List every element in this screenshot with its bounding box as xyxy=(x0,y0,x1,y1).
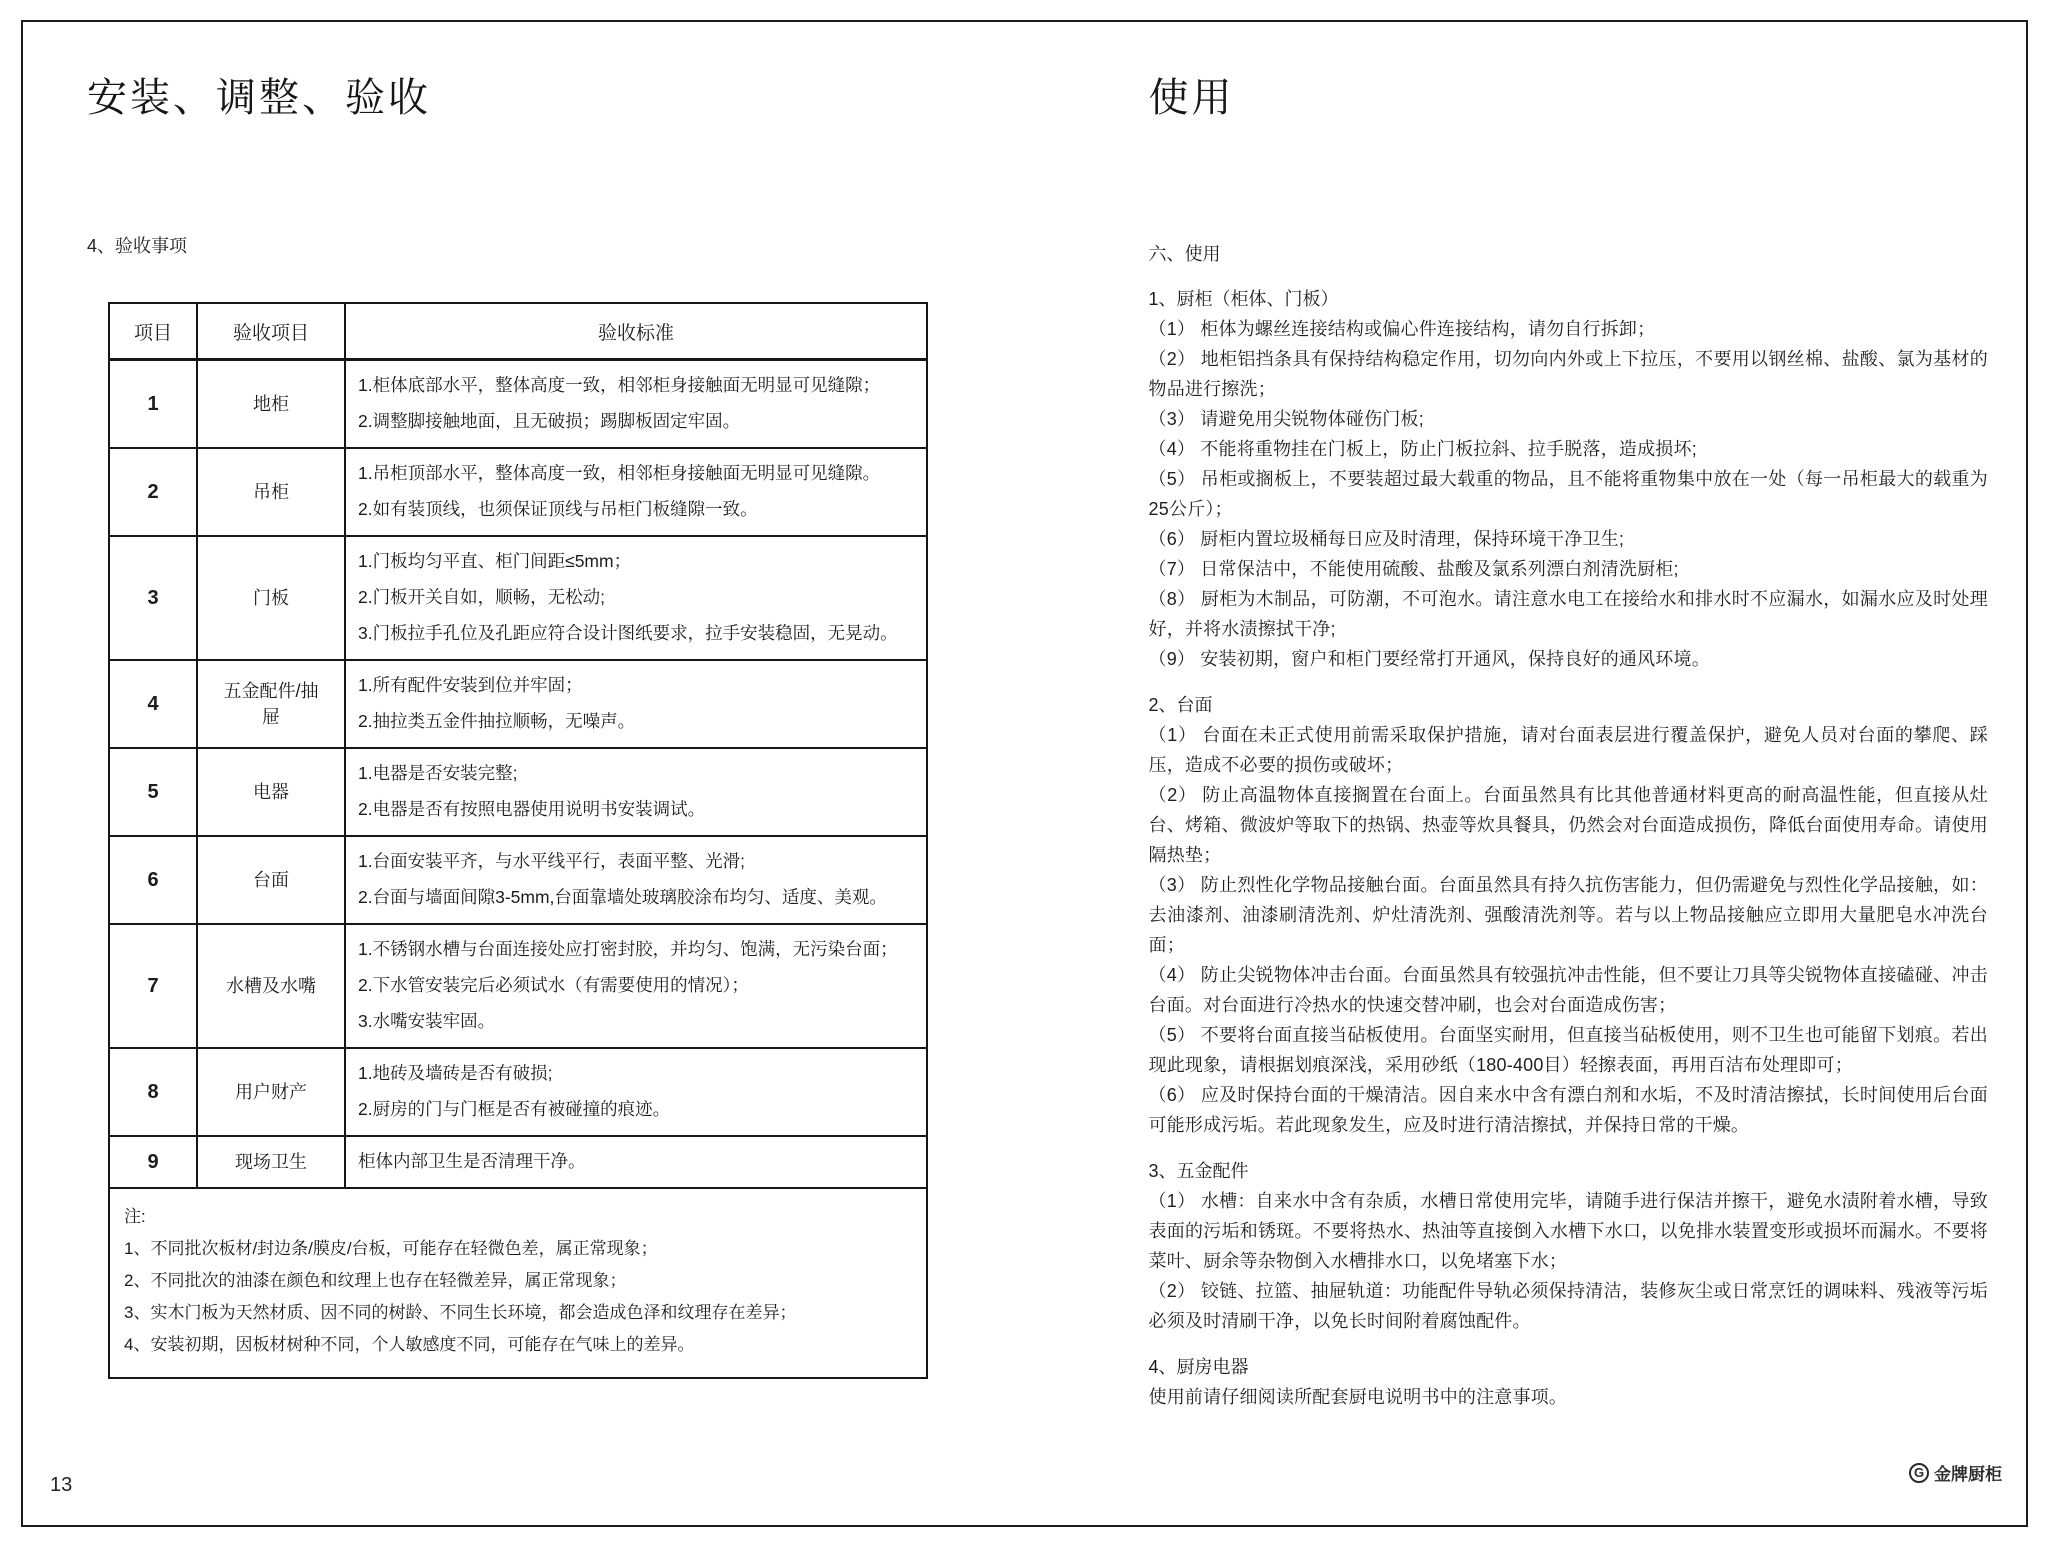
col-header-standard: 验收标准 xyxy=(345,303,927,360)
acceptance-table xyxy=(108,302,928,1379)
block-heading: 2、台面 xyxy=(1148,695,1213,715)
table-row xyxy=(109,448,927,536)
usage-paragraph: （2） 防止高温物体直接搁置在台面上。台面虽然具有比其他普通材料更高的耐高温性能，但直接从灶台、烤箱、微波炉等取下的热锅、热壶等炊具餐具，仍然会对台面造成损伤，降低台面使用寿命。请使用隔热垫； xyxy=(1148,785,1988,865)
standard-line: 柜体内部卫生是否清理干净。 xyxy=(358,1151,586,1171)
row-no: 9 xyxy=(109,1136,197,1188)
col-header-no: 项目 xyxy=(109,303,197,360)
usage-paragraph: （3） 请避免用尖锐物体碰伤门板; xyxy=(1148,409,1424,429)
table-row xyxy=(109,836,927,924)
standard-line: 2.台面与墙面间隙3-5mm,台面靠墙处玻璃胶涂布均匀、适度、美观。 xyxy=(358,887,887,907)
brand-logo-text: 金牌厨柜 xyxy=(1934,1465,2002,1484)
row-no: 4 xyxy=(109,660,197,748)
page-number: 13 xyxy=(50,1474,73,1496)
usage-paragraph: （1） 水槽：自来水中含有杂质，水槽日常使用完毕，请随手进行保洁并擦干，避免水渍附着水槽，导致表面的污垢和锈斑。不要将热水、热油等直接倒入水槽下水口，以免排水装置变形或损坏而漏水。不要将菜叶、厨余等杂物倒入水槽排水口，以免堵塞下水； xyxy=(1148,1191,1988,1271)
usage-paragraph: （5） 吊柜或搁板上，不要装超过最大载重的物品，且不能将重物集中放在一处（每一吊柜最大的载重为25公斤）； xyxy=(1148,469,1988,519)
table-row xyxy=(109,660,927,748)
usage-paragraph: （9） 安装初期，窗户和柜门要经常打开通风，保持良好的通风环境。 xyxy=(1148,649,1710,669)
left-page-title: 安装、调整、验收 xyxy=(87,76,431,120)
standard-line: 1.台面安装平齐，与水平线平行，表面平整、光滑; xyxy=(358,851,745,871)
row-no: 1 xyxy=(109,360,197,449)
row-item: 水槽及水嘴 xyxy=(197,924,345,1048)
usage-paragraph: （4） 不能将重物挂在门板上，防止门板拉斜、拉手脱落，造成损坏; xyxy=(1148,439,1697,459)
usage-paragraph: （2） 铰链、拉篮、抽屉轨道：功能配件导轨必须保持清洁，装修灰尘或日常烹饪的调味料、残液等污垢必须及时清刷干净，以免长时间附着腐蚀配件。 xyxy=(1148,1281,1988,1331)
row-no: 7 xyxy=(109,924,197,1048)
usage-paragraph: （1） 柜体为螺丝连接结构或偏心件连接结构，请勿自行拆卸； xyxy=(1148,319,1656,339)
row-item: 现场卫生 xyxy=(197,1136,345,1188)
standard-line: 1.柜体底部水平，整体高度一致，相邻柜身接触面无明显可见缝隙； xyxy=(358,375,881,395)
row-no: 5 xyxy=(109,748,197,836)
standard-line: 1.门板均匀平直、柜门间距≤5mm； xyxy=(358,551,632,571)
col-header-item: 验收项目 xyxy=(197,303,345,360)
standard-line: 1.吊柜顶部水平，整体高度一致，相邻柜身接触面无明显可见缝隙。 xyxy=(358,463,881,483)
row-no: 2 xyxy=(109,448,197,536)
table-header-row xyxy=(109,303,927,360)
standard-line: 2.如有装顶线，也须保证顶线与吊柜门板缝隙一致。 xyxy=(358,499,758,519)
standard-line: 2.下水管安装完后必须试水（有需要使用的情况）； xyxy=(358,975,749,995)
note-line: 3、实木门板为天然材质、因不同的树龄、不同生长环境，都会造成色泽和纹理存在差异； xyxy=(124,1303,797,1322)
right-section-label: 六、使用 xyxy=(1148,244,1221,264)
standard-line: 2.电器是否有按照电器使用说明书安装调试。 xyxy=(358,799,706,819)
row-item: 吊柜 xyxy=(197,448,345,536)
usage-paragraph: （8） 厨柜为木制品，可防潮，不可泡水。请注意水电工在接给水和排水时不应漏水，如漏水应及时处理好，并将水渍擦拭干净; xyxy=(1148,589,1988,639)
standard-line: 1.不锈钢水槽与台面连接处应打密封胶，并均匀、饱满，无污染台面； xyxy=(358,939,898,959)
standard-line: 2.抽拉类五金件抽拉顺畅，无噪声。 xyxy=(358,711,636,731)
block-heading: 4、厨房电器 xyxy=(1148,1357,1249,1377)
table-row xyxy=(109,1048,927,1136)
usage-paragraph: （5） 不要将台面直接当砧板使用。台面坚实耐用，但直接当砧板使用，则不卫生也可能留下划痕。若出现此现象，请根据划痕深浅，采用砂纸（180-400目）轻擦表面，再用百洁布处理即可； xyxy=(1148,1025,1988,1075)
usage-block-countertop xyxy=(1149,690,1989,1140)
block-heading: 1、厨柜（柜体、门板） xyxy=(1148,289,1339,309)
right-page-title: 使用 xyxy=(1148,76,1235,120)
standard-line: 3.水嘴安装牢固。 xyxy=(358,1011,496,1031)
table-row xyxy=(109,748,927,836)
standard-line: 1.地砖及墙砖是否有破损; xyxy=(358,1063,553,1083)
table-row xyxy=(109,536,927,660)
standard-line: 2.门板开关自如，顺畅，无松动; xyxy=(358,587,605,607)
note-line: 4、安装初期，因板材树种不同，个人敏感度不同，可能存在气味上的差异。 xyxy=(124,1335,695,1354)
sheet-border xyxy=(21,20,2028,1527)
usage-paragraph: （7） 日常保洁中，不能使用硫酸、盐酸及氯系列漂白剂清洗厨柜; xyxy=(1148,559,1679,579)
notes-title: 注: xyxy=(124,1207,146,1226)
page-left xyxy=(23,22,1025,1525)
row-item: 台面 xyxy=(197,836,345,924)
table-row xyxy=(109,924,927,1048)
usage-block-hardware xyxy=(1149,1156,1989,1336)
standard-line: 2.厨房的门与门框是否有被碰撞的痕迹。 xyxy=(358,1099,671,1119)
usage-paragraph: （2） 地柜铝挡条具有保持结构稳定作用，切勿向内外或上下拉压，不要用以钢丝棉、盐酸、氯为基材的物品进行擦洗； xyxy=(1148,349,1988,399)
usage-paragraph: （1） 台面在未正式使用前需采取保护措施，请对台面表层进行覆盖保护，避免人员对台面的攀爬、踩压，造成不必要的损伤或破坏； xyxy=(1148,725,1988,775)
usage-paragraph: 使用前请仔细阅读所配套厨电说明书中的注意事项。 xyxy=(1148,1387,1568,1407)
table-row xyxy=(109,360,927,449)
row-item: 门板 xyxy=(197,536,345,660)
row-no: 6 xyxy=(109,836,197,924)
usage-block-appliance xyxy=(1149,1352,1989,1412)
brand-logo xyxy=(1909,1460,2002,1485)
usage-block-cabinet xyxy=(1149,284,1989,674)
row-item: 电器 xyxy=(197,748,345,836)
row-item: 用户财产 xyxy=(197,1048,345,1136)
note-line: 1、不同批次板材/封边条/膜皮/台板，可能存在轻微色差，属正常现象； xyxy=(124,1239,658,1258)
row-no: 3 xyxy=(109,536,197,660)
left-section-label: 4、验收事项 xyxy=(87,236,188,256)
standard-line: 1.所有配件安装到位并牢固； xyxy=(358,675,583,695)
standard-line: 1.电器是否安装完整; xyxy=(358,763,518,783)
row-item: 地柜 xyxy=(197,360,345,449)
table-row xyxy=(109,1136,927,1188)
row-no: 8 xyxy=(109,1048,197,1136)
note-line: 2、不同批次的油漆在颜色和纹理上也存在轻微差异，属正常现象； xyxy=(124,1271,627,1290)
usage-paragraph: （6） 厨柜内置垃圾桶每日应及时清理，保持环境干净卫生; xyxy=(1148,529,1625,549)
usage-paragraph: （6） 应及时保持台面的干燥清洁。因自来水中含有漂白剂和水垢，不及时清洁擦拭，长时间使用后台面可能形成污垢。若此现象发生，应及时进行清洁擦拭，并保持日常的干燥。 xyxy=(1148,1085,1988,1135)
standard-line: 2.调整脚接触地面，且无破损；踢脚板固定牢固。 xyxy=(358,411,741,431)
usage-paragraph: （4） 防止尖锐物体冲击台面。台面虽然具有较强抗冲击性能，但不要让刀具等尖锐物体直接磕碰、冲击台面。对台面进行冷热水的快速交替冲刷，也会对台面造成伤害； xyxy=(1148,965,1988,1015)
block-heading: 3、五金配件 xyxy=(1148,1161,1249,1181)
usage-paragraph: （3） 防止烈性化学物品接触台面。台面虽然具有持久抗伤害能力，但仍需避免与烈性化学品接触，如：去油漆剂、油漆刷清洗剂、炉灶清洗剂、强酸清洗剂等。若与以上物品接触应立即用大量肥皂水冲洗台面； xyxy=(1148,875,1988,955)
brand-g-icon: G xyxy=(1909,1463,1929,1483)
table-notes-row xyxy=(109,1188,927,1378)
standard-line: 3.门板拉手孔位及孔距应符合设计图纸要求，拉手安装稳固，无晃动。 xyxy=(358,623,898,643)
row-item: 五金配件/抽屉 xyxy=(197,660,345,748)
page-right xyxy=(1025,22,2027,1525)
